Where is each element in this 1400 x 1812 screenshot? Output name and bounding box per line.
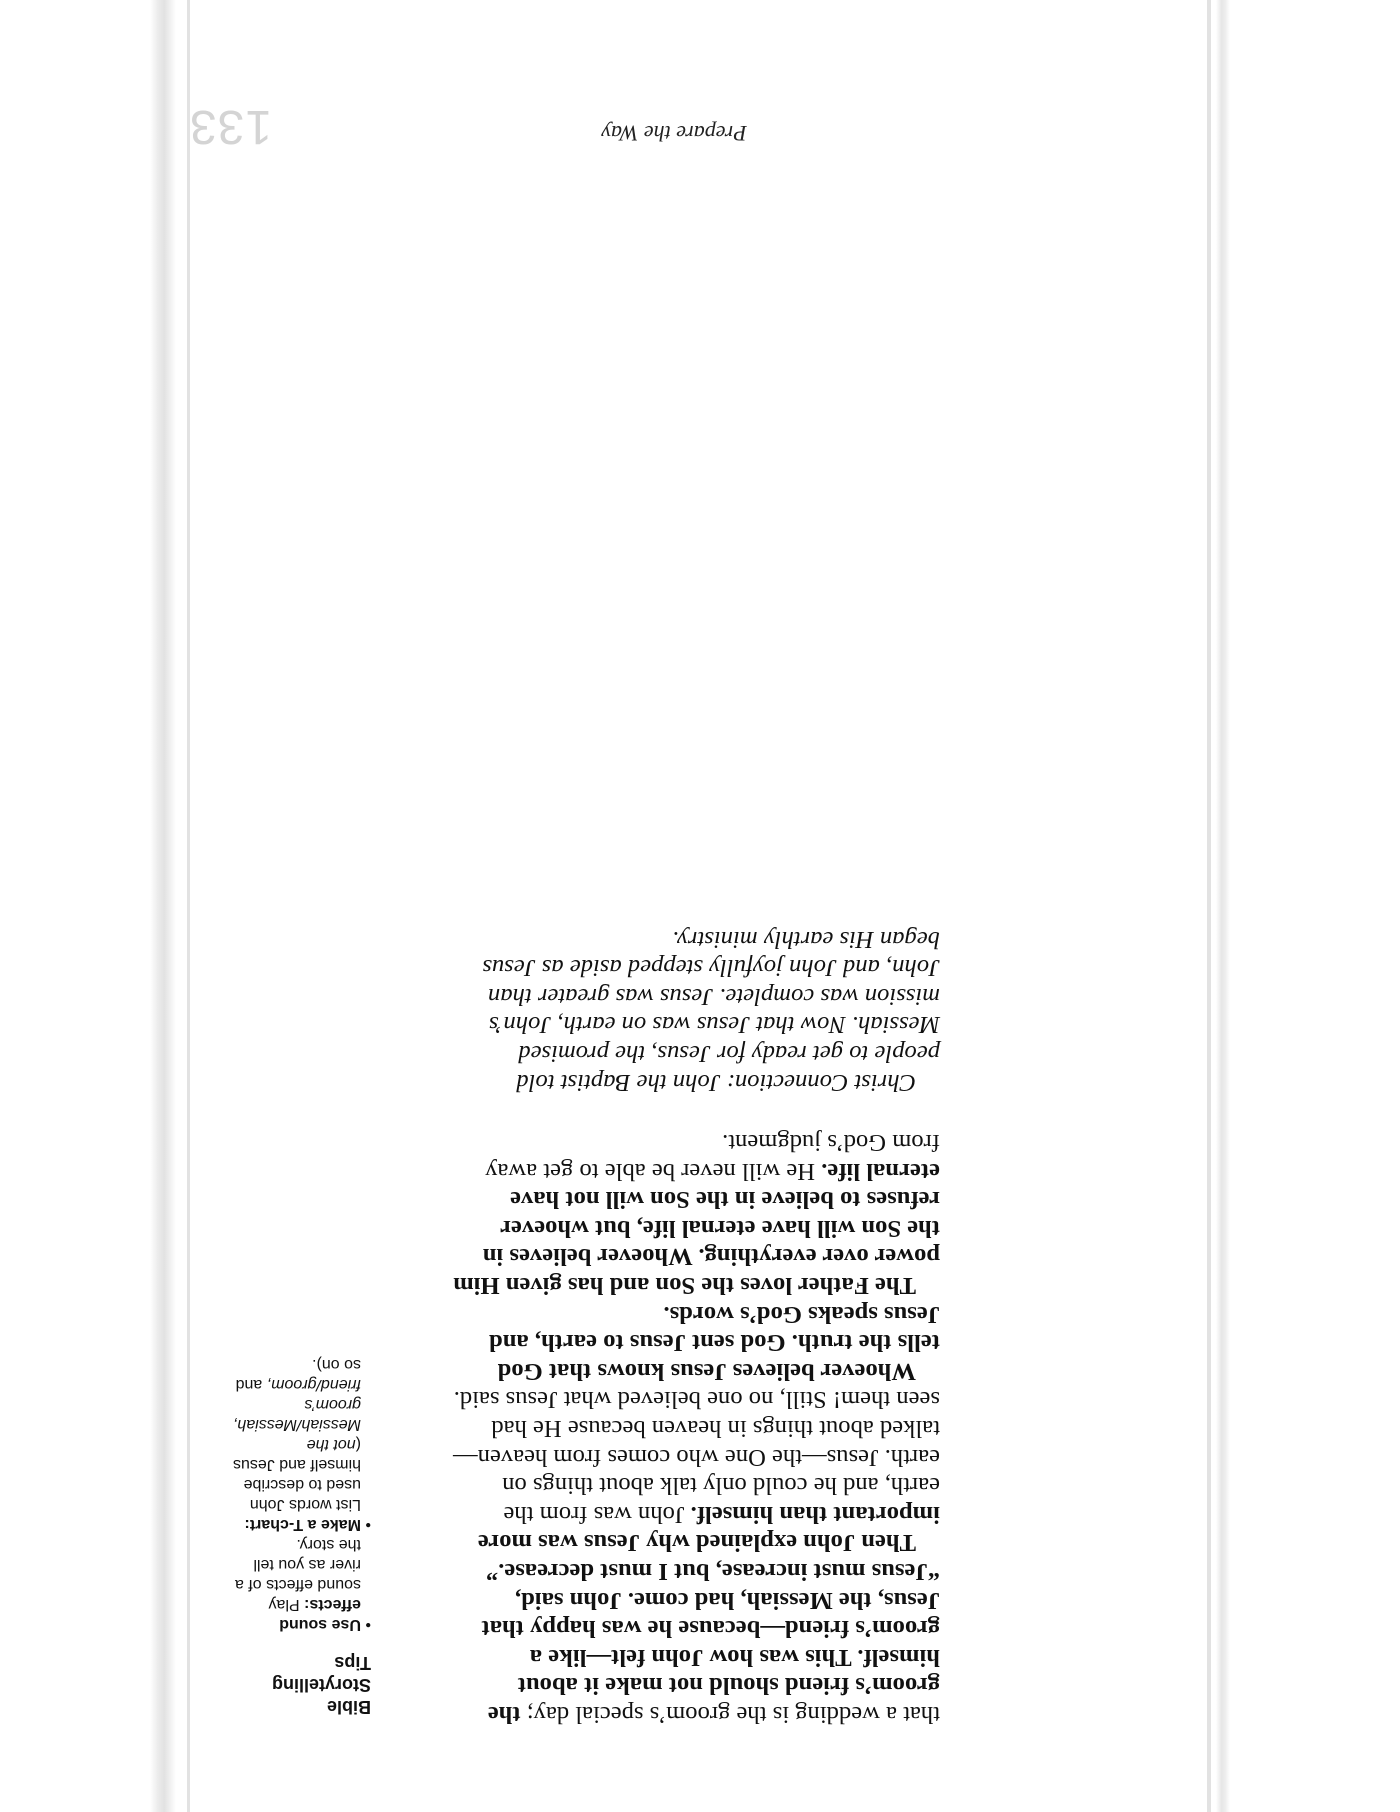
christ-connection: Christ Connection: John the Baptist told people to get ready for Jesus, the promised Messiah. Now that Jesus was on earth, John’s mission was complete. Jesus was greater than John, and John joyfully stepped aside as Jesus began His earthly ministry. (482, 925, 940, 1096)
story-p4-rest: He will never be able to get away from God’s judgment. (485, 1129, 940, 1185)
tip2-text-italic: not the Messiah/Messiah, groom’s friend/groom, (232, 1376, 361, 1453)
story-paragraph-2 (450, 1385, 940, 1557)
story-p2-rest: John was from the earth, and he could only talk about things on earth. Jesus—the One who comes from heaven—talked about things in heaven because He had seen them! Still, no one believed what Jesus said. (453, 1386, 940, 1528)
story-paragraph-1 (450, 1556, 940, 1728)
page-number: 133 (188, 100, 272, 153)
story-paragraph-4 (450, 1128, 940, 1300)
tip2-text-a: List words John used to describe himself and Jesus ( (232, 1436, 361, 1513)
story-p2-bold: Then John explained why Jesus was more important than himself. (477, 1500, 940, 1557)
story-p3-bold: Whoever believes Jesus knows that God tells the truth. God sent Jesus to earth, and Jesus speaks God’s words. (489, 1300, 940, 1385)
tip2-text-b: and so on). (235, 1356, 361, 1393)
running-foot: Prepare the Way (601, 121, 747, 146)
story-text (450, 924, 940, 1728)
tip-t-chart: • Make a T-chart: List words John used to describe himself and Jesus (not the Messiah/Messiah, groom’s friend/groom, and so on). (232, 1356, 371, 1533)
tip-sound-effects: • Use sound effects: Play sound effects of a river as you tell the story. (234, 1536, 371, 1633)
story-p4-bold: The Father loves the Son and has given Him power over everything. Whoever believes in the Son will have eternal life, but whoever refuses to believe in the Son will not have eternal life. (453, 1157, 940, 1300)
tip1-text: Play sound effects of a river as you tell the story. (234, 1536, 361, 1613)
tip1-label: Use sound effects: (279, 1596, 361, 1633)
story-paragraph-3 (450, 1299, 940, 1385)
story-p1-lead: that a wedding is the groom’s special day; (520, 1701, 940, 1728)
tips-title: Bible Storytelling Tips (271, 1653, 371, 1717)
tip2-label: Make a T-chart: (244, 1516, 361, 1533)
story-p1-bold: the groom’s friend should not make it about himself. This was how John felt—like a groom’s friend—because he was happy that Jesus, the Messiah, had come. John said, “Jesus must increase, but I must decrease.” (481, 1558, 940, 1728)
storytelling-tips-sidebar (211, 1354, 371, 1718)
